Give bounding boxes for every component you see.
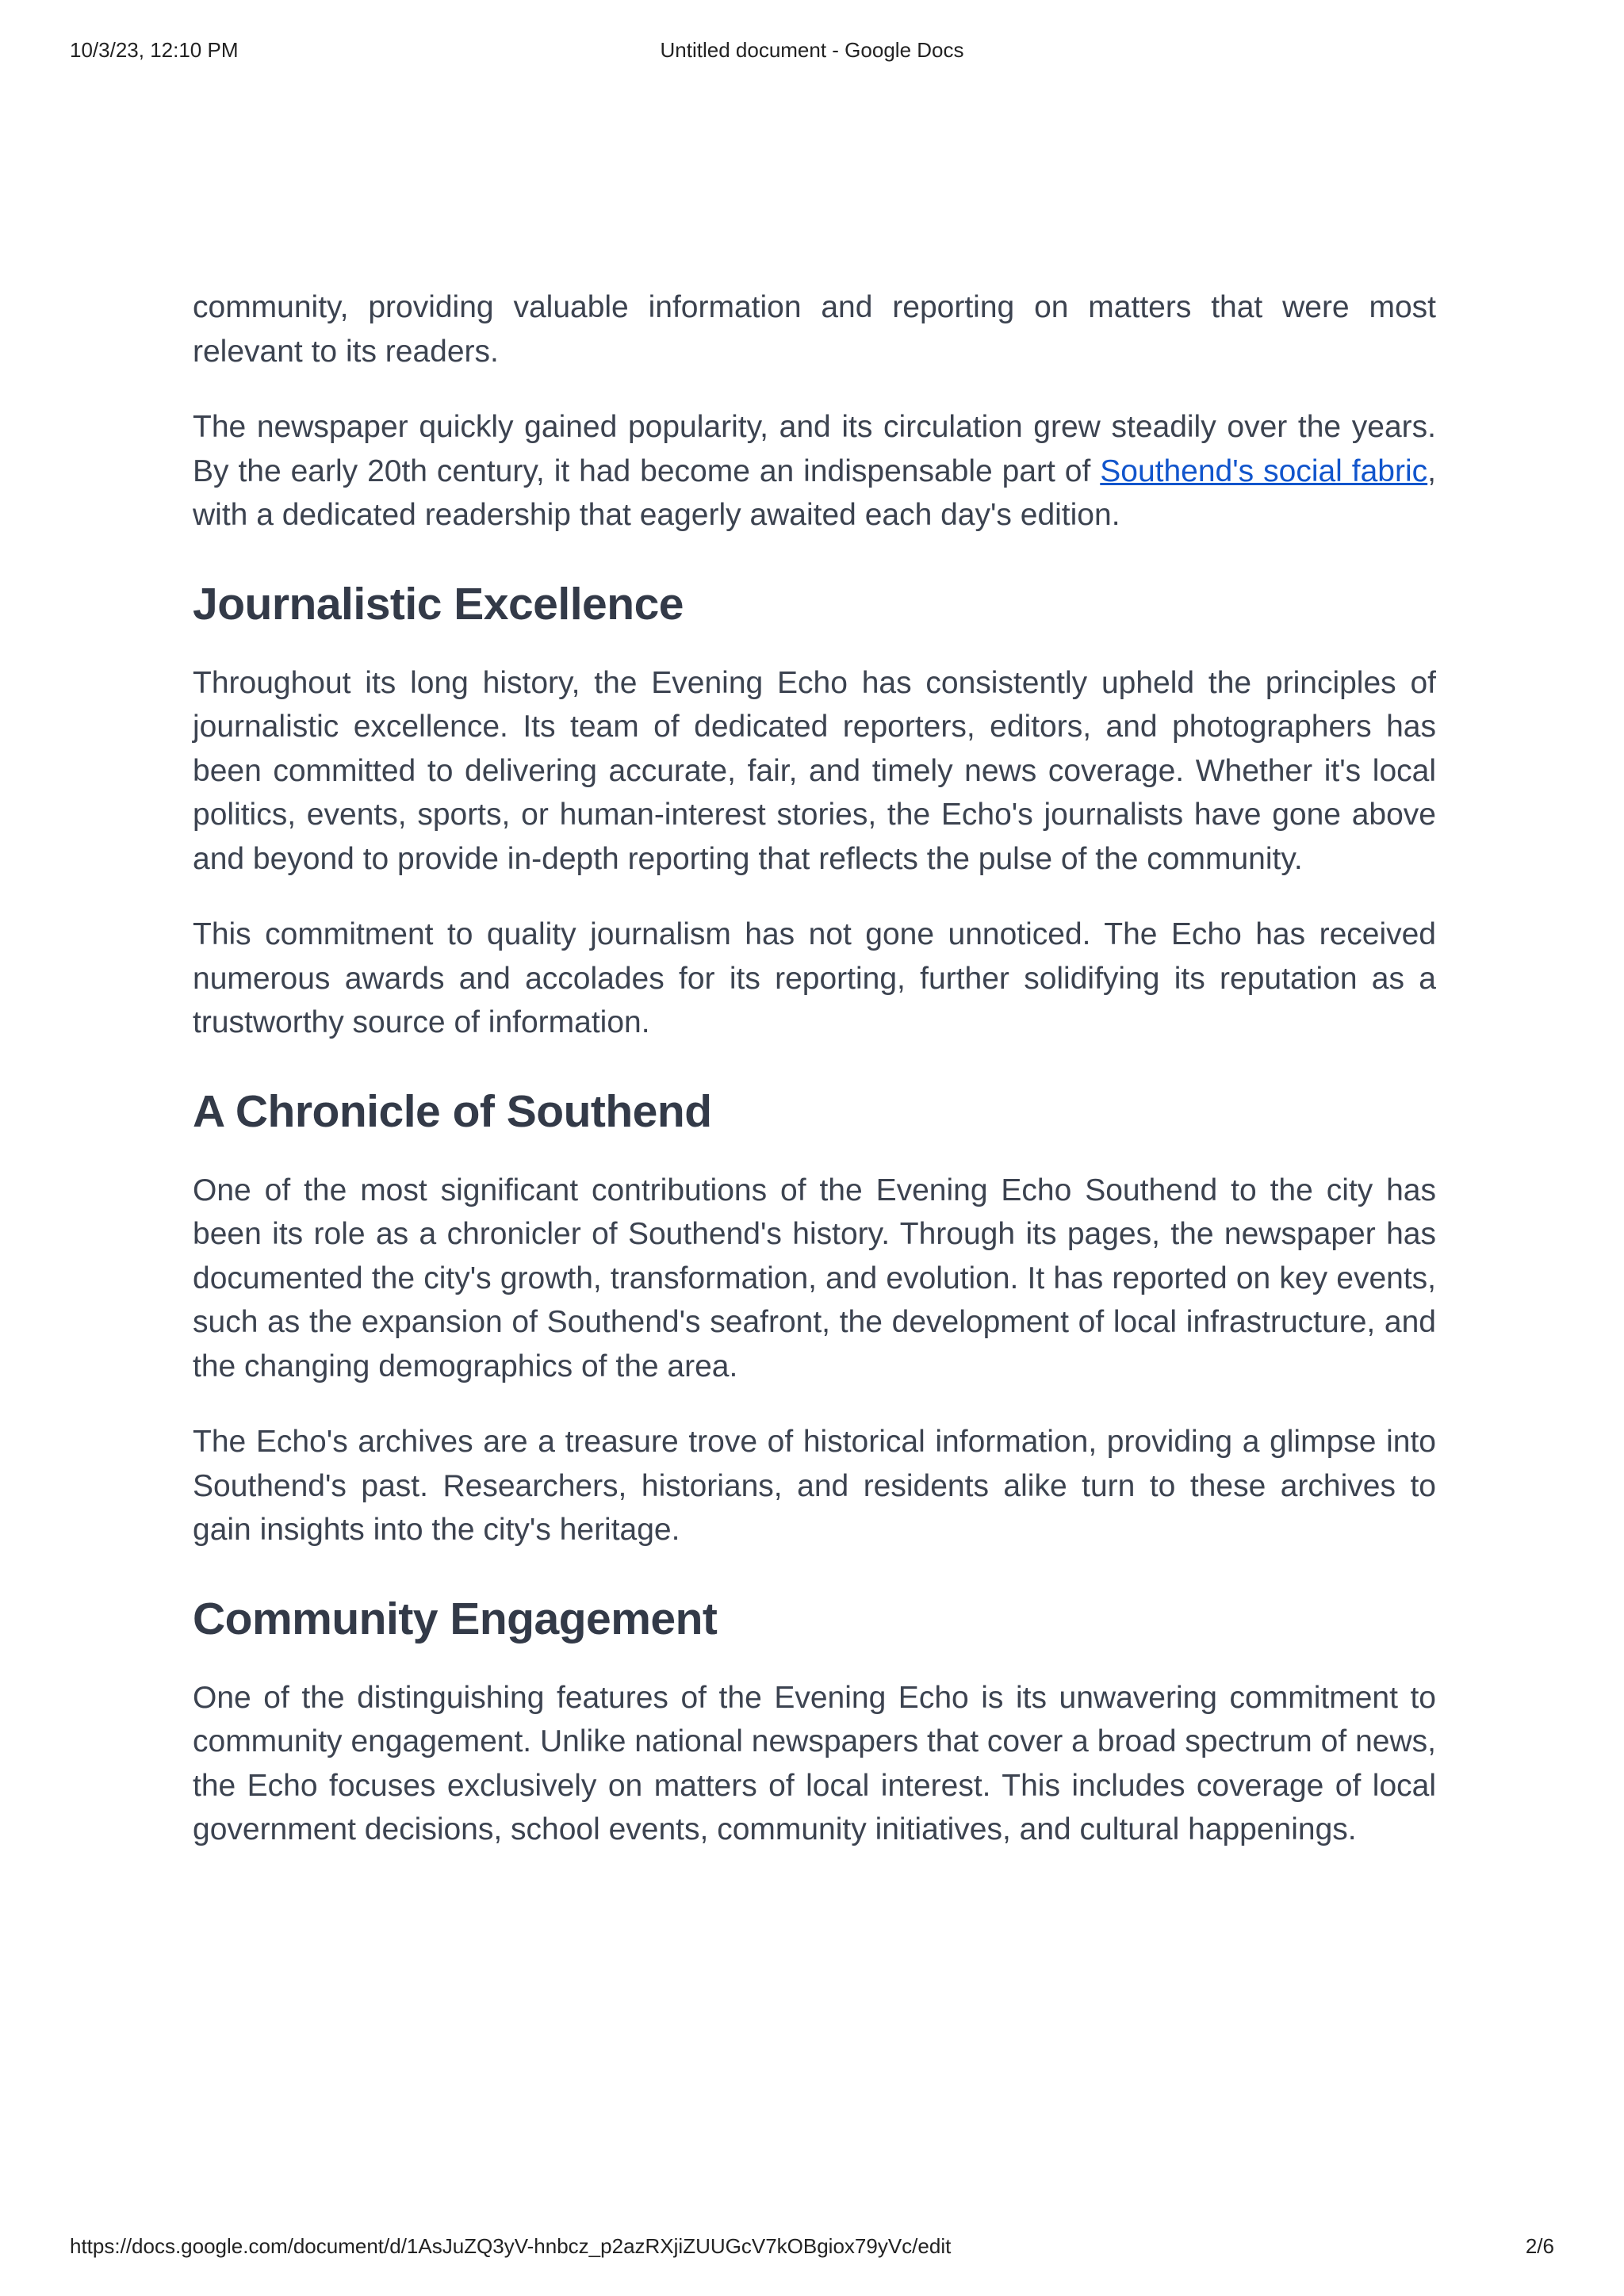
print-footer [0,2234,1624,2263]
paragraph-chronicler-role: One of the most significant contributions of the Evening Echo Southend to the city has been its role as a chronicler of Southend's history. Through its pages, the newspaper has documented the city's growth, transformation, and evolution. It has reported on key events, such as the expansion of Southend's seafront, the development of local infrastructure, and the changing demographics of the area. [193,1173,1436,1383]
paragraph-continued-community: community, providing valuable information and reporting on matters that were most relevant to its readers. [193,290,1436,369]
paragraph-quality-commitment: This commitment to quality journalism has not gone unnoticed. The Echo has received numerous awards and accolades for its reporting, further solidifying its reputation as a trustworthy source of information. [193,917,1436,1039]
heading-chronicle-of-southend: A Chronicle of Southend [193,1085,712,1137]
paragraph-text-after-link: , with a dedicated readership that eagerly awaited each day's edition. [193,453,1436,532]
print-page-number: 2/6 [1525,2234,1554,2258]
southends-social-fabric-link[interactable]: Southend's social fabric [1100,453,1428,488]
print-url: https://docs.google.com/document/d/1AsJuZQ3yV-hnbcz_p2azRXjiZUUGcV7kOBgiox79yVc/edit [70,2234,952,2258]
paragraph-newspaper-popularity [193,405,1436,538]
print-datetime: 10/3/23, 12:10 PM [70,38,239,62]
heading-journalistic-excellence: Journalistic Excellence [193,578,684,629]
paragraph-community-engagement: One of the distinguishing features of the Evening Echo is its unwavering commitment to community engagement. Unlike national newspapers that cover a broad spectrum of news, the Echo focuses exclusively on matters of local interest. This includes coverage of local government decisions, school events, community initiatives, and cultural happenings. [193,1680,1436,1846]
paragraph-journalistic-history: Throughout its long history, the Evening Echo has consistently upheld the principles of journalistic excellence. Its team of dedicated reporters, editors, and photographers has been committed to delivering accurate, fair, and timely news coverage. Whether it's local politics, events, sports, or human-interest stories, the Echo's journalists have gone above and beyond to provide in-depth reporting that reflects the pulse of the community. [193,665,1436,876]
paragraph-archives: The Echo's archives are a treasure trove of historical information, providing a glimpse into Southend's past. Researchers, historians, and residents alike turn to these archives to gain insights into the city's heritage. [193,1425,1436,1547]
document-body [193,285,1436,1884]
paragraph-text-before-link: The newspaper quickly gained popularity, and its circulation grew steadily over the years. By the early 20th century, it had become an indispensable part of [193,410,1436,488]
print-document-title: Untitled document - Google Docs [660,38,964,62]
print-header [0,38,1624,67]
heading-community-engagement: Community Engagement [193,1593,718,1644]
